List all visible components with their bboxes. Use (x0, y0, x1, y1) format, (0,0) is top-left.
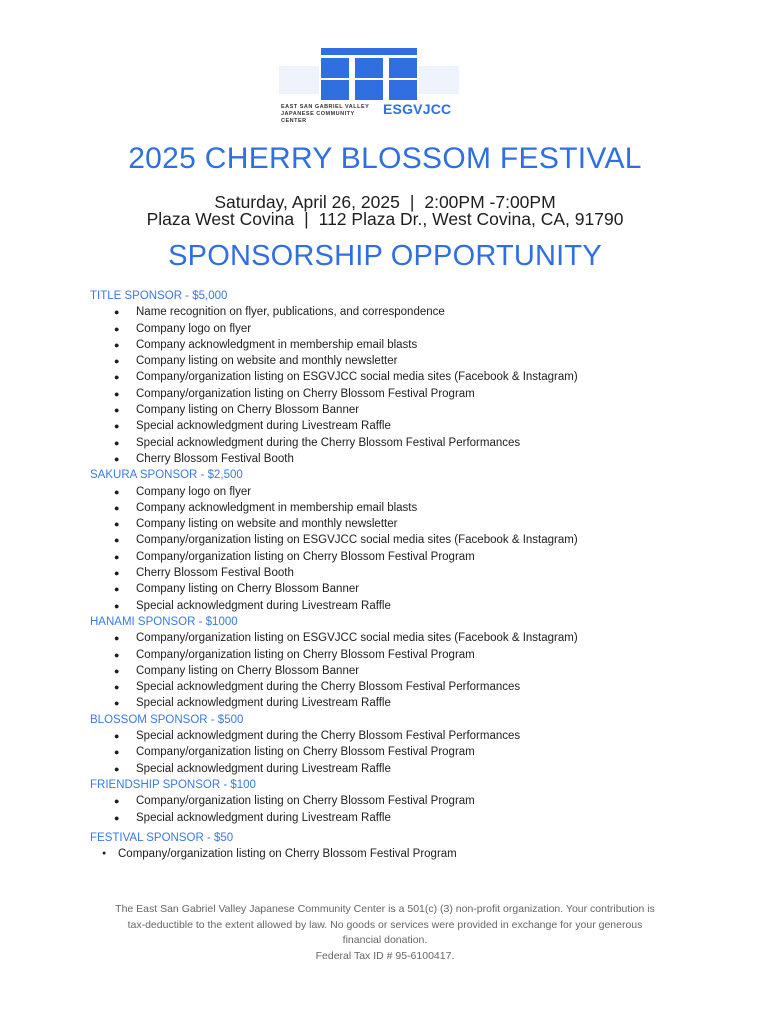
logo-organization-name: EAST SAN GABRIEL VALLEY JAPANESE COMMUNITY CENTER (281, 104, 370, 124)
bullet-icon: ● (114, 763, 120, 774)
tier-sakura-sponsor (90, 467, 690, 614)
benefit-list (90, 793, 690, 826)
list-item: ● Company listing on Cherry Blossom Banner (90, 402, 690, 418)
benefit-list (90, 630, 690, 711)
list-item: ● Special acknowledgment during Livestream Raffle (90, 598, 690, 614)
tier-heading: FESTIVAL SPONSOR - $50 (90, 831, 234, 844)
bullet-icon: ● (114, 437, 120, 448)
benefit-list (90, 304, 690, 467)
list-item: ● Company/organization listing on Cherry Blossom Festival Program (90, 647, 690, 663)
sponsor-tiers (90, 288, 690, 862)
bullet-icon: ● (102, 850, 107, 858)
benefit-list (90, 484, 690, 614)
bullet-icon: ● (114, 747, 120, 758)
bullet-icon: ● (114, 307, 120, 318)
tier-festival-sponsor (90, 830, 690, 863)
bullet-icon: ● (114, 502, 120, 513)
bullet-icon: ● (114, 519, 120, 530)
footer-disclaimer (90, 902, 680, 964)
tier-heading: SAKURA SPONSOR - $2,500 (90, 469, 243, 482)
list-item: ● Company listing on Cherry Blossom Banner (90, 581, 690, 597)
list-item: ● Company listing on website and monthly newsletter (90, 353, 690, 369)
bullet-icon: ● (114, 600, 120, 611)
list-item: ● Company/organization listing on Cherry Blossom Festival Program (90, 744, 690, 760)
bullet-icon: ● (114, 323, 120, 334)
benefit-list (90, 846, 690, 862)
list-item: ● Company acknowledgment in membership email blasts (90, 500, 690, 516)
footer-line: financial donation. (342, 934, 428, 946)
bullet-icon: ● (114, 682, 120, 693)
list-item: ● Company listing on website and monthly newsletter (90, 516, 690, 532)
event-title: 2025 CHERRY BLOSSOM FESTIVAL (128, 142, 642, 175)
bullet-icon: ● (114, 731, 120, 742)
footer-line: The East San Gabriel Valley Japanese Community Center is a 501(c) (3) non-profit organization. Your contribution is (115, 903, 655, 915)
list-item: ● Cherry Blossom Festival Booth (90, 451, 690, 467)
bullet-icon: ● (114, 698, 120, 709)
tier-heading: TITLE SPONSOR - $5,000 (90, 290, 228, 302)
torii-gate-logo-icon (279, 46, 459, 100)
event-venue: Plaza West Covina (146, 209, 295, 229)
venue-line (0, 209, 770, 230)
list-item: ● Company/organization listing on ESGVJCC social media sites (Facebook & Instagram) (90, 630, 690, 646)
bullet-icon: ● (114, 486, 120, 497)
bullet-icon: ● (114, 633, 120, 644)
list-item: ● Special acknowledgment during Livestream Raffle (90, 810, 690, 826)
event-time: 2:00PM -7:00PM (424, 192, 556, 212)
list-item: ● Company listing on Cherry Blossom Banner (90, 663, 690, 679)
list-item: ● Company logo on flyer (90, 484, 690, 500)
tier-heading: FRIENDSHIP SPONSOR - $100 (90, 778, 256, 791)
list-item: ● Special acknowledgment during the Cherry Blossom Festival Performances (90, 435, 690, 451)
list-item: ● Special acknowledgment during Livestream Raffle (90, 695, 690, 711)
bullet-icon: ● (114, 665, 120, 676)
bullet-icon: ● (114, 421, 120, 432)
bullet-icon: ● (114, 372, 120, 383)
footer-line: tax-deductible to the extent allowed by law. No goods or services were provided in exchange for your generous (127, 918, 643, 931)
list-item: ● Company/organization listing on Cherry Blossom Festival Program (90, 386, 690, 402)
list-item: ● Company/organization listing on ESGVJCC social media sites (Facebook & Instagram) (90, 369, 690, 385)
list-item: ● Company/organization listing on Cherry Blossom Festival Program (90, 793, 690, 809)
bullet-icon: ● (114, 356, 120, 367)
bullet-icon: ● (114, 812, 120, 823)
tier-hanami-sponsor (90, 614, 690, 712)
tier-friendship-sponsor (90, 777, 690, 826)
list-item: ● Name recognition on flyer, publications, and correspondence (90, 304, 690, 320)
bullet-icon: ● (114, 453, 120, 464)
tier-heading: BLOSSOM SPONSOR - $500 (90, 713, 244, 726)
list-item: ● Special acknowledgment during Livestream Raffle (90, 418, 690, 434)
list-item: ● Cherry Blossom Festival Booth (90, 565, 690, 581)
list-item: ● Company acknowledgment in membership email blasts (90, 337, 690, 353)
separator: | (304, 209, 309, 229)
bullet-icon: ● (114, 796, 120, 807)
tier-title-sponsor (90, 288, 690, 467)
event-date: Saturday, April 26, 2025 (214, 192, 400, 212)
esgvjcc-logo (279, 46, 459, 122)
bullet-icon: ● (114, 535, 120, 546)
list-item: ● Special acknowledgment during the Cherry Blossom Festival Performances (90, 679, 690, 695)
bullet-icon: ● (114, 388, 120, 399)
bullet-icon: ● (114, 551, 120, 562)
bullet-icon: ● (114, 649, 120, 660)
tier-blossom-sponsor (90, 712, 690, 777)
benefit-list (90, 728, 690, 777)
logo-acronym: ESGVJCC (383, 101, 452, 117)
tax-id: Federal Tax ID # 95-6100417. (315, 949, 455, 962)
event-address: 112 Plaza Dr., West Covina, CA, 91790 (318, 209, 624, 229)
section-title: SPONSORSHIP OPPORTUNITY (168, 240, 602, 272)
bullet-icon: ● (114, 584, 120, 595)
separator: | (409, 192, 415, 212)
bullet-icon: ● (114, 405, 120, 416)
list-item: ● Company/organization listing on ESGVJCC social media sites (Facebook & Instagram) (90, 532, 690, 548)
bullet-icon: ● (114, 339, 120, 350)
list-item: ● Special acknowledgment during the Cherry Blossom Festival Performances (90, 728, 690, 744)
list-item: ● Company logo on flyer (90, 321, 690, 337)
bullet-icon: ● (114, 568, 120, 579)
list-item: ● Company/organization listing on Cherry Blossom Festival Program (90, 846, 690, 862)
list-item: ● Special acknowledgment during Livestream Raffle (90, 761, 690, 777)
tier-heading: HANAMI SPONSOR - $1000 (90, 615, 238, 628)
list-item: ● Company/organization listing on Cherry Blossom Festival Program (90, 549, 690, 565)
